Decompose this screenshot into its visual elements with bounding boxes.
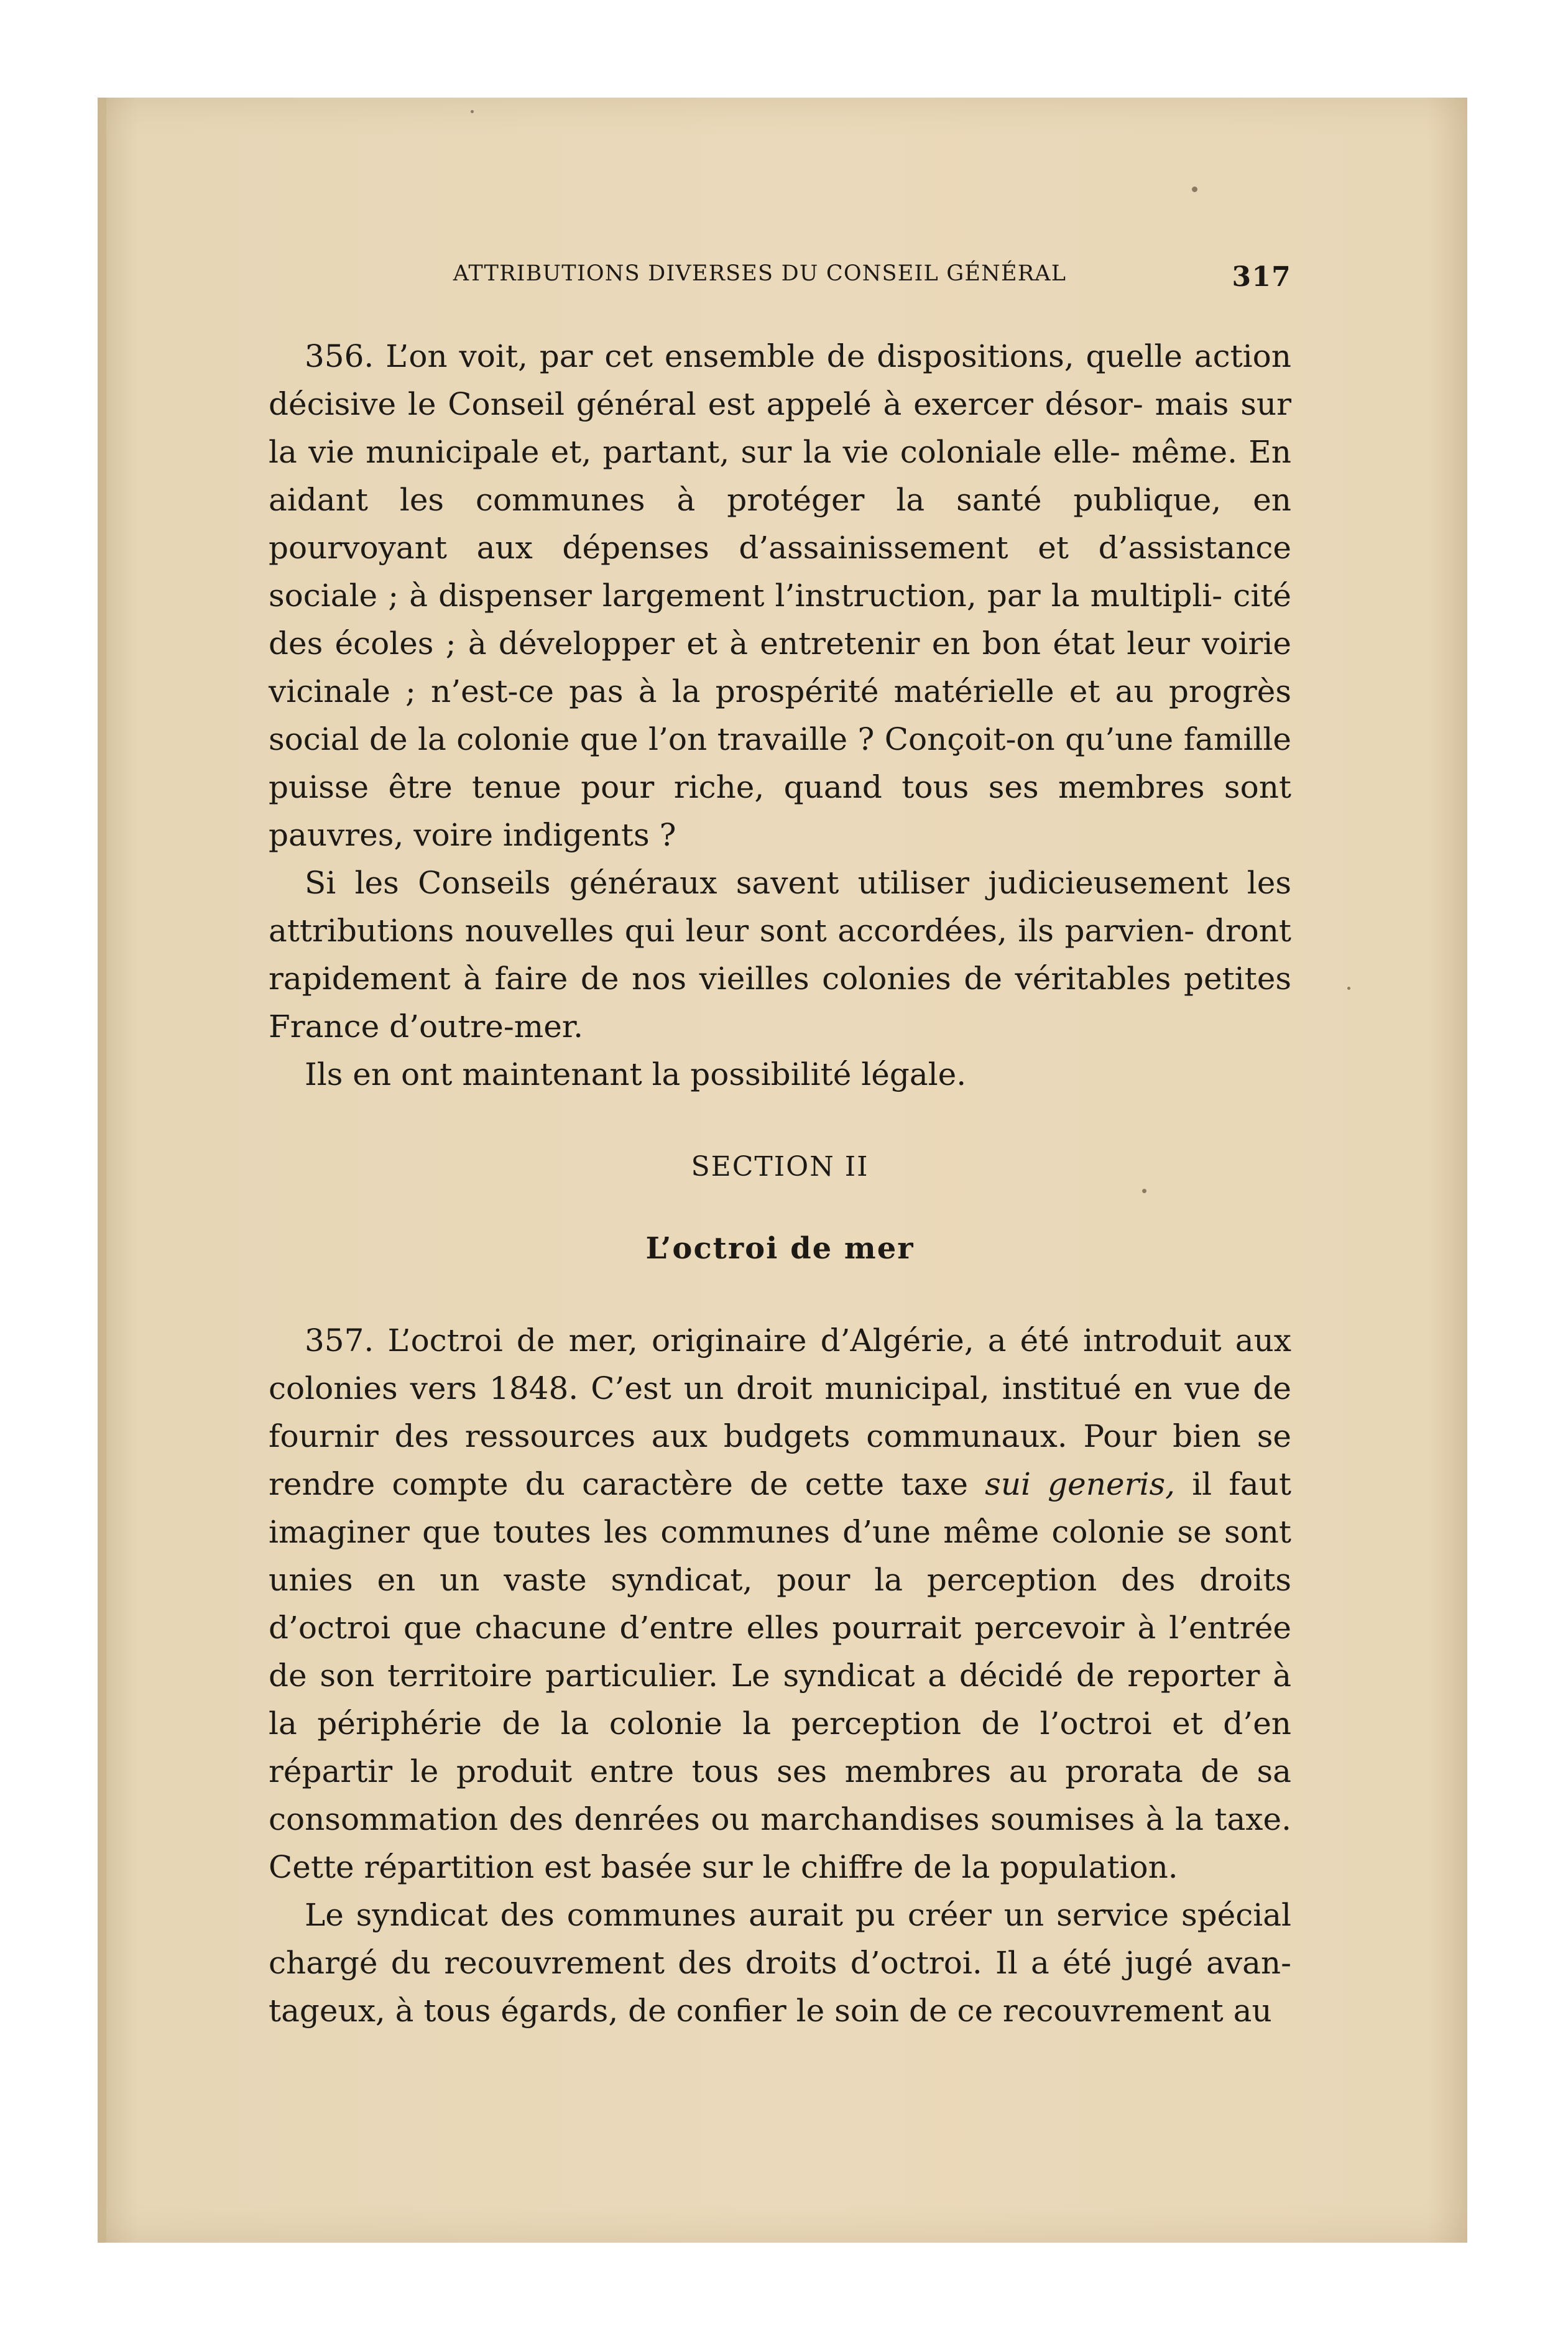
paragraph-possibilite: Ils en ont maintenant la possibilité légale. — [305, 1056, 967, 1092]
running-head — [269, 261, 1291, 298]
latin-phrase: sui generis, — [985, 1466, 1176, 1502]
page-spine-edge — [98, 98, 106, 2243]
paragraph-357 — [269, 1317, 1291, 1891]
page-number: 317 — [1232, 261, 1291, 293]
paragraph-conseils: Si les Conseils généraux savent utiliser judicieusement les attributions nouvelles qui leur sont accordées, ils parvien- dront rapidement à faire de nos vieilles colonies de véritables petites France d’outre-mer. — [269, 865, 1291, 1045]
paragraph-syndicat: Le syndicat des communes aurait pu créer un service spécial chargé du recouvrement des droits d’octroi. Il a été jugé avan- tageux, à tous égards, de confier le soin de ce recouvrement au — [269, 1897, 1291, 2029]
section-subtitle: L’octroi de mer — [645, 1231, 915, 1266]
paragraph-text-continued: il faut imaginer que toutes les communes d’une même colonie se sont unies en un vaste syndicat, pour la perception des droits d’octroi que chacune d’entre elles pourrait percevoir à l’entrée de son territoire particulier. Le syndicat a décidé de reporter à la périphérie de la colonie la perception de l’octroi et d’en répartir le produit entre tous ses membres au prorata de sa consommation des denrées ou marchandises soumises à la taxe. Cette répartition est basée sur le chiffre de la population. — [269, 1466, 1291, 1885]
paragraph-number: 356. — [305, 338, 374, 374]
paragraph-356 — [269, 333, 1291, 859]
scanned-page — [98, 98, 1467, 2243]
paragraph-number: 357. — [305, 1322, 374, 1359]
body-text — [269, 333, 1291, 2035]
paragraph-text: L’octroi de mer, originaire d’Algérie, a été introduit aux colonies vers 1848. C’est un droit municipal, institué en vue de fournir des ressources aux budgets communaux. Pour bien se rendre compte du caractère de cette taxe — [269, 1322, 1291, 1502]
paragraph-text: L’on voit, par cet ensemble de dispositions, quelle action décisive le Conseil général est appelé à exercer désor- mais sur la vie municipale et, partant, sur la vie coloniale elle- même. En aidant les communes à protéger la santé publique, en pourvoyant aux dépenses d’assainissement et d’assistance sociale ; à dispenser largement l’instruction, par la multipli- cité des écoles ; à développer et à entretenir en bon état leur voirie vicinale ; n’est-ce pas à la prospérité matérielle et au progrès social de la colonie que l’on travaille ? Conçoit-on qu’une famille puisse être tenue pour riche, quand tous ses membres sont pauvres, voire indigents ? — [269, 338, 1291, 853]
section-title: SECTION II — [691, 1151, 869, 1183]
running-head-title: ATTRIBUTIONS DIVERSES DU CONSEIL GÉNÉRAL — [453, 261, 1067, 286]
